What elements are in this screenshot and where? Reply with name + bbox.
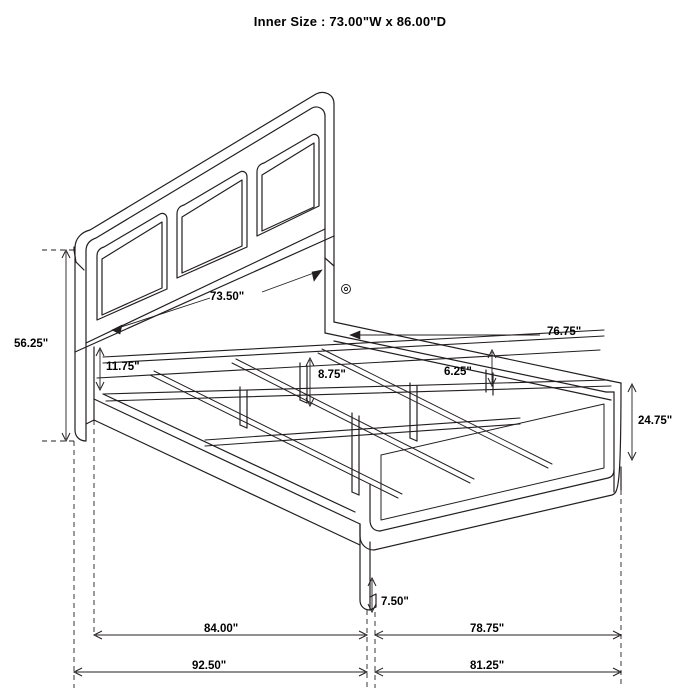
- dim-arrow-7675: [350, 331, 360, 339]
- footboard-top-right: [611, 381, 621, 383]
- headboard-panel-left-inner: [102, 222, 162, 315]
- cross-rail-upper: [97, 350, 600, 378]
- headboard-left-foot-b: [86, 420, 94, 424]
- footboard-inner-top: [380, 392, 614, 531]
- cross-rail-head: [103, 380, 608, 394]
- center-support-rail-b: [205, 424, 520, 446]
- side-rail-near-top: [94, 399, 360, 524]
- footboard-left-foot-b: [370, 594, 376, 610]
- dim-label-depth-left: 84.00": [204, 623, 239, 635]
- dim-label-slat-height: 8.75": [318, 369, 346, 381]
- dim-arrow-7350-right: [312, 270, 322, 281]
- side-rail-far-bottom: [334, 341, 611, 400]
- headboard-panel-right-inner: [262, 143, 314, 231]
- headboard-right-post-joint: [325, 258, 334, 266]
- headboard-panel-left: [97, 213, 167, 320]
- dim-label-headboard-height: 56.25": [14, 338, 49, 350]
- footboard-left-foot: [360, 597, 370, 610]
- support-leg-1-foot: [240, 425, 247, 428]
- dim-label-overall-right: 81.25": [470, 660, 505, 672]
- footboard-inner-corner: [370, 520, 380, 531]
- side-rail-near-inner: [103, 394, 355, 512]
- headboard-panel-right: [257, 134, 319, 236]
- dim-label-footboard-height: 24.75": [638, 415, 673, 427]
- dim-label-depth-right: 78.75": [470, 623, 505, 635]
- headboard-bottom-edge: [75, 236, 334, 352]
- hardware-knob-center: [344, 287, 347, 290]
- dim-label-overall-left: 92.50": [192, 660, 227, 672]
- dim-arrow-7350-left: [112, 325, 122, 334]
- dim-label-rail-to-floor: 11.75": [106, 361, 140, 373]
- support-leg-4-foot: [410, 438, 417, 441]
- headboard-inner-top: [86, 107, 325, 251]
- frame-top-back-rail-b: [103, 336, 604, 363]
- headboard-outer-top: [75, 92, 334, 248]
- headboard-left-foot: [75, 424, 86, 441]
- cross-rail-head-b: [106, 386, 611, 401]
- headboard-panel-center: [177, 171, 247, 278]
- dim-label-headboard-panel-width: 73.50": [210, 291, 245, 303]
- page-title: Inner Size : 73.00"W x 86.00"D: [253, 14, 447, 29]
- slat-3b: [322, 349, 552, 464]
- support-leg-3-foot: [352, 492, 359, 495]
- headboard-panel-center-inner: [182, 180, 242, 273]
- footboard-panel: [381, 404, 604, 520]
- dim-label-side-rail-depth: 6.25": [444, 366, 472, 378]
- dim-label-foot-clearance: 7.50": [381, 596, 409, 608]
- dim-line-7350-left: [112, 298, 210, 330]
- slat-2: [232, 363, 470, 483]
- slat-2b: [236, 359, 474, 479]
- hardware-knob: [342, 285, 351, 294]
- dim-label-inner-width-top: 76.75": [547, 326, 582, 338]
- footboard-outer: [360, 383, 621, 550]
